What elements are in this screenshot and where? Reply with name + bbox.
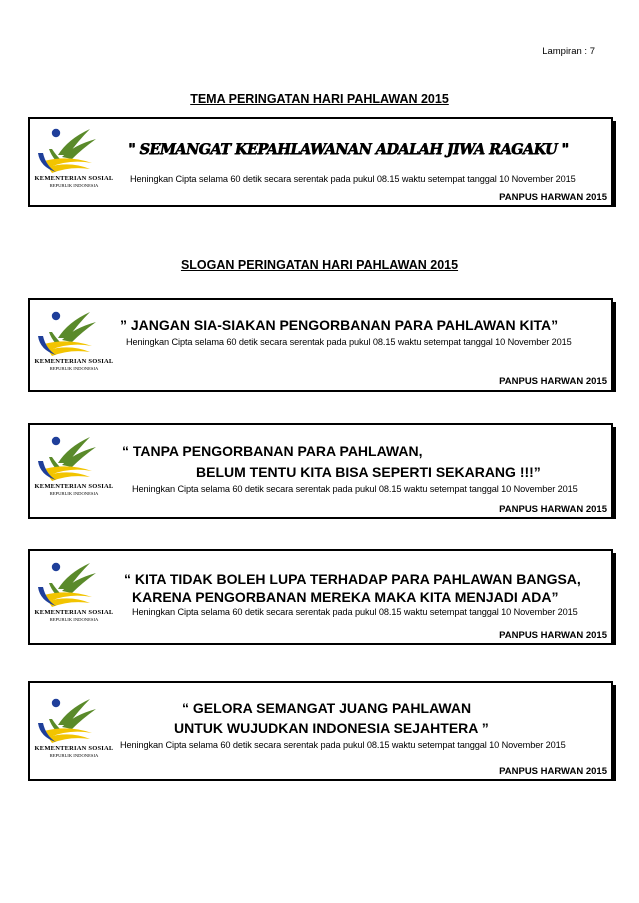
slogan-panpus: PANPUS HARWAN 2015 xyxy=(499,376,607,387)
banner-shadow xyxy=(613,685,616,781)
slogan-banner-2 xyxy=(28,423,613,519)
slogan-note: Heningkan Cipta selama 60 detik secara serentak pada pukul 08.15 waktu setempat tanggal 10 November 2015 xyxy=(132,607,578,617)
slogan-line-2: KARENA PENGORBANAN MEREKA MAKA KITA MENJADI ADA” xyxy=(132,589,559,605)
slogan-panpus: PANPUS HARWAN 2015 xyxy=(499,630,607,641)
logo-org-subtitle: REPUBLIK INDONESIA xyxy=(49,491,99,496)
kemensos-emblem-icon xyxy=(34,125,114,175)
slogan-line-2: UNTUK WUJUDKAN INDONESIA SEJAHTERA ” xyxy=(174,720,489,736)
tema-slogan: " SEMANGAT KEPAHLAWANAN ADALAH JIWA RAGAKU " xyxy=(128,141,569,158)
slogan-note: Heningkan Cipta selama 60 detik secara serentak pada pukul 08.15 waktu setempat tanggal 10 November 2015 xyxy=(132,484,578,494)
kemensos-logo xyxy=(34,433,114,511)
slogan-panpus: PANPUS HARWAN 2015 xyxy=(499,504,607,515)
slogan-line-2: BELUM TENTU KITA BISA SEPERTI SEKARANG !!!” xyxy=(196,464,541,480)
lampiran-label: Lampiran : 7 xyxy=(542,46,595,57)
banner-shadow xyxy=(613,302,616,392)
logo-org-name: KEMENTERIAN SOSIAL xyxy=(34,609,114,616)
tema-banner xyxy=(28,117,613,207)
banner-shadow xyxy=(613,553,616,645)
kemensos-logo xyxy=(34,308,114,386)
logo-org-name: KEMENTERIAN SOSIAL xyxy=(34,745,114,752)
kemensos-emblem-icon xyxy=(34,695,114,745)
kemensos-emblem-icon xyxy=(34,308,114,358)
kemensos-logo xyxy=(34,559,114,637)
kemensos-logo xyxy=(34,125,114,203)
logo-org-subtitle: REPUBLIK INDONESIA xyxy=(49,617,99,622)
slogan-line-1: “ KITA TIDAK BOLEH LUPA TERHADAP PARA PAHLAWAN BANGSA, xyxy=(124,571,581,587)
tema-panpus: PANPUS HARWAN 2015 xyxy=(499,192,607,203)
slogan-banner-4 xyxy=(28,681,613,781)
logo-org-subtitle: REPUBLIK INDONESIA xyxy=(49,366,99,371)
slogan-line-1: “ TANPA PENGORBANAN PARA PAHLAWAN, xyxy=(122,443,423,459)
kemensos-emblem-icon xyxy=(34,433,114,483)
logo-org-subtitle: REPUBLIK INDONESIA xyxy=(49,753,99,758)
slogan-title: SLOGAN PERINGATAN HARI PAHLAWAN 2015 xyxy=(180,258,459,272)
logo-org-name: KEMENTERIAN SOSIAL xyxy=(34,175,114,182)
kemensos-logo xyxy=(34,695,114,773)
logo-org-name: KEMENTERIAN SOSIAL xyxy=(34,358,114,365)
slogan-line-1: ” JANGAN SIA-SIAKAN PENGORBANAN PARA PAHLAWAN KITA” xyxy=(120,317,559,333)
slogan-note: Heningkan Cipta selama 60 detik secara serentak pada pukul 08.15 waktu setempat tanggal 10 November 2015 xyxy=(126,337,572,347)
banner-shadow xyxy=(613,427,616,519)
tema-title: TEMA PERINGATAN HARI PAHLAWAN 2015 xyxy=(190,92,449,106)
logo-org-subtitle: REPUBLIK INDONESIA xyxy=(49,183,99,188)
tema-note: Heningkan Cipta selama 60 detik secara serentak pada pukul 08.15 waktu setempat tanggal 10 November 2015 xyxy=(130,174,576,184)
kemensos-emblem-icon xyxy=(34,559,114,609)
slogan-line-1: “ GELORA SEMANGAT JUANG PAHLAWAN xyxy=(182,700,472,716)
slogan-banner-1 xyxy=(28,298,613,392)
slogan-banner-3 xyxy=(28,549,613,645)
banner-shadow xyxy=(613,121,616,207)
slogan-note: Heningkan Cipta selama 60 detik secara serentak pada pukul 08.15 waktu setempat tanggal 10 November 2015 xyxy=(120,740,566,750)
logo-org-name: KEMENTERIAN SOSIAL xyxy=(34,483,114,490)
slogan-panpus: PANPUS HARWAN 2015 xyxy=(499,766,607,777)
